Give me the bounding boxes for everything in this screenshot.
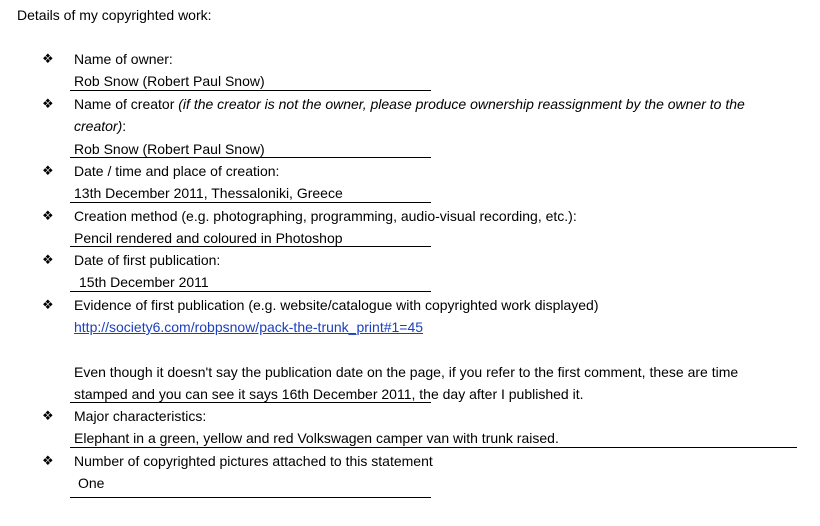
creation-date-underline (70, 202, 431, 203)
creator-note-end: creator) (74, 118, 123, 134)
bullet-icon: ❖ (42, 163, 54, 178)
owner-value: Rob Snow (Robert Paul Snow) (74, 73, 265, 89)
bullet-icon: ❖ (42, 96, 54, 111)
creation-method-underline (70, 246, 431, 247)
page-heading: Details of my copyrighted work: (17, 7, 212, 23)
publication-date-label: Date of first publication: (74, 252, 221, 268)
evidence-link[interactable]: http://society6.com/robpsnow/pack-the-trunk_print#1=45 (74, 319, 424, 335)
bullet-icon: ❖ (42, 51, 54, 66)
publication-date-value: 15th December 2011 (79, 274, 209, 290)
evidence-paragraph-line1: Even though it doesn't say the publication date on the page, if you refer to the first comment, these are time (74, 364, 739, 380)
characteristics-label: Major characteristics: (74, 408, 207, 424)
creator-label: Name of creator (if the creator is not the owner, please produce ownership reassignment by the owner to the (74, 96, 745, 112)
bullet-icon: ❖ (42, 252, 54, 267)
creation-method-value: Pencil rendered and coloured in Photoshop (74, 230, 343, 246)
characteristics-value: Elephant in a green, yellow and red Volkswagen camper van with trunk raised. (74, 430, 559, 446)
bullet-icon: ❖ (42, 208, 54, 223)
characteristics-underline (70, 447, 797, 448)
creator-note: (if the creator is not the owner, please produce ownership reassignment by the owner to the (178, 96, 745, 112)
picture-count-value: One (78, 475, 105, 491)
picture-count-underline (70, 497, 431, 498)
creation-date-value: 13th December 2011, Thessaloniki, Greece (74, 185, 343, 201)
creation-method-label: Creation method (e.g. photographing, programming, audio-visual recording, etc.): (74, 208, 577, 224)
bullet-icon: ❖ (42, 453, 54, 468)
bullet-icon: ❖ (42, 408, 54, 423)
bullet-icon: ❖ (42, 297, 54, 312)
publication-date-underline (70, 291, 431, 292)
creator-underline (70, 157, 431, 158)
owner-label: Name of owner: (74, 51, 173, 67)
picture-count-label: Number of copyrighted pictures attached to this statement (74, 453, 433, 469)
creator-label-cont: creator): (74, 118, 127, 134)
owner-underline (70, 90, 431, 91)
evidence-underline (70, 402, 431, 403)
evidence-label: Evidence of first publication (e.g. website/catalogue with copyrighted work displayed) (74, 297, 599, 313)
evidence-paragraph-line2: stamped and you can see it says 16th December 2011, the day after I published it. (74, 386, 584, 402)
creator-value: Rob Snow (Robert Paul Snow) (74, 141, 265, 157)
creation-date-label: Date / time and place of creation: (74, 163, 280, 179)
